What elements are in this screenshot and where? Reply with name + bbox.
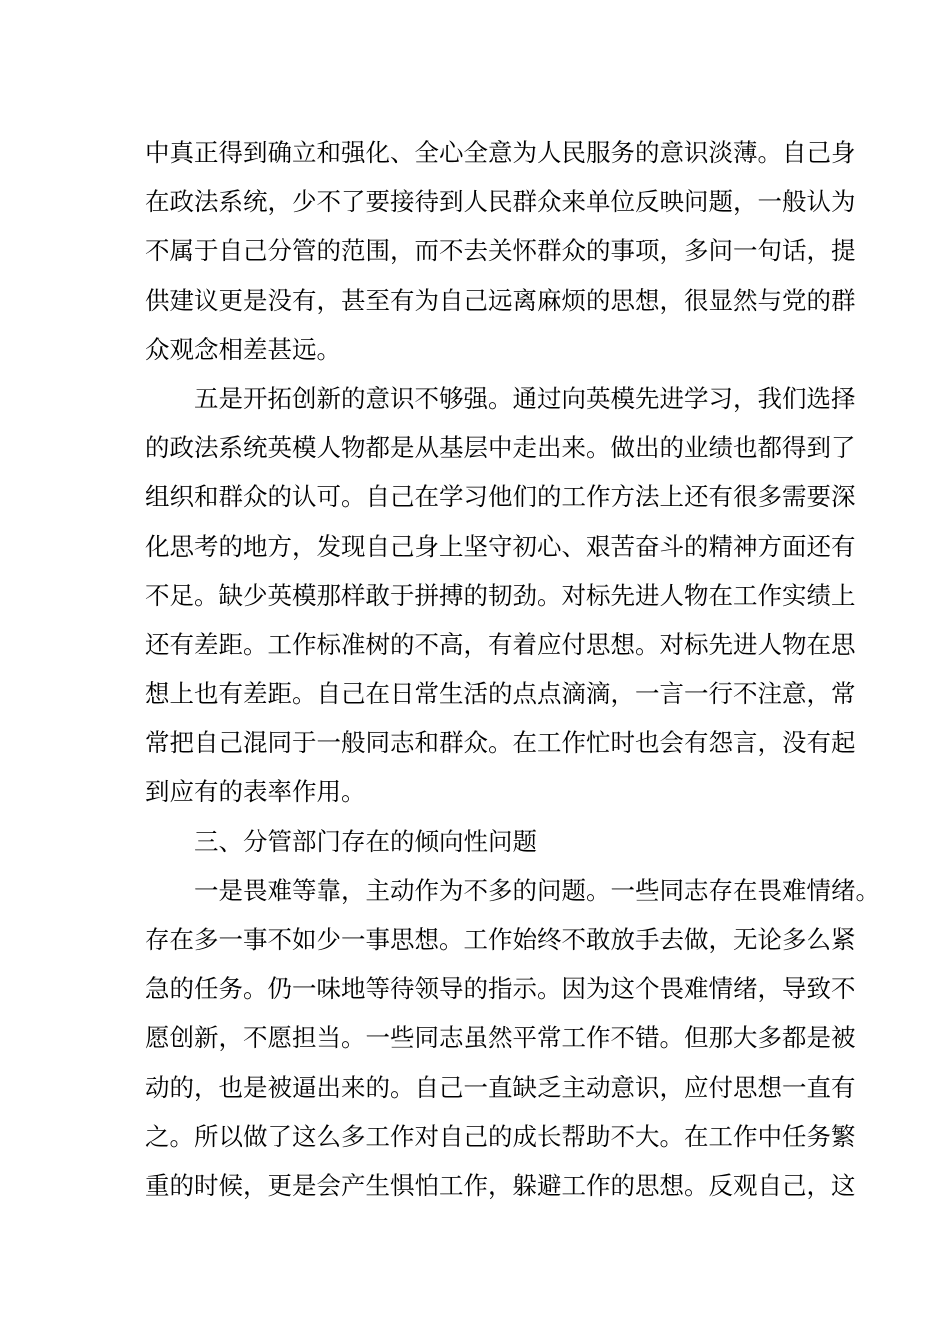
text-line: 动的，也是被逼出来的。自己一直缺乏主动意识，应付思想一直有 (145, 1072, 856, 1102)
text-line: 在政法系统，少不了要接待到人民群众来单位反映问题，一般认为 (145, 187, 856, 217)
text-line: 想上也有差距。自己在日常生活的点点滴滴，一言一行不注意，常 (145, 679, 856, 709)
text-line: 供建议更是没有，甚至有为自己远离麻烦的思想，很显然与党的群 (145, 285, 856, 315)
text-line: 重的时候，更是会产生惧怕工作，躲避工作的思想。反观自己，这 (145, 1170, 856, 1200)
text-line: 众观念相差甚远。 (145, 334, 341, 364)
paragraph-first-line: 一是畏难等靠，主动作为不多的问题。一些同志存在畏难情绪。 (194, 875, 880, 905)
text-line: 的政法系统英模人物都是从基层中走出来。做出的业绩也都得到了 (145, 433, 856, 463)
text-line: 愿创新，不愿担当。一些同志虽然平常工作不错。但那大多都是被 (145, 1023, 856, 1053)
section-heading: 三、分管部门存在的倾向性问题 (194, 826, 537, 856)
text-line: 常把自己混同于一般同志和群众。在工作忙时也会有怨言，没有起 (145, 728, 856, 758)
text-line: 急的任务。仍一味地等待领导的指示。因为这个畏难情绪，导致不 (145, 974, 856, 1004)
text-line: 到应有的表率作用。 (145, 777, 366, 807)
text-line: 组织和群众的认可。自己在学习他们的工作方法上还有很多需要深 (145, 482, 856, 512)
text-line: 还有差距。工作标准树的不高，有着应付思想。对标先进人物在思 (145, 629, 856, 659)
text-line: 不属于自己分管的范围，而不去关怀群众的事项，多问一句话，提 (145, 236, 856, 266)
paragraph-first-line: 五是开拓创新的意识不够强。通过向英模先进学习，我们选择 (194, 383, 856, 413)
text-line: 中真正得到确立和强化、全心全意为人民服务的意识淡薄。自己身 (145, 138, 856, 167)
body-text (145, 128, 880, 1210)
text-line: 化思考的地方，发现自己身上坚守初心、艰苦奋斗的精神方面还有 (145, 531, 856, 561)
text-line: 之。所以做了这么多工作对自己的成长帮助不大。在工作中任务繁 (145, 1121, 856, 1151)
text-line: 不足。缺少英模那样敢于拼搏的韧劲。对标先进人物在工作实绩上 (145, 580, 856, 610)
text-line: 存在多一事不如少一事思想。工作始终不敢放手去做，无论多么紧 (145, 925, 856, 954)
